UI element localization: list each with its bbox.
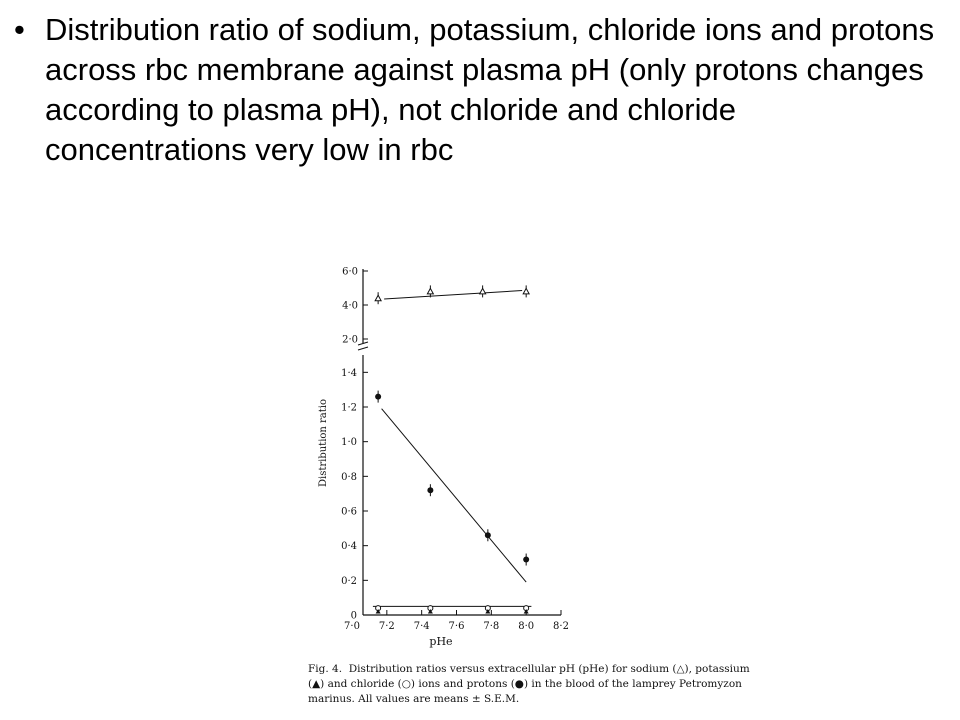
upper-y-tick-label: 4·0 bbox=[342, 300, 358, 312]
upper-panel-axes bbox=[342, 267, 368, 351]
chart-marks bbox=[373, 285, 531, 613]
upper-y-tick-label: 6·0 bbox=[342, 266, 358, 278]
proton-point bbox=[485, 532, 491, 538]
y-axis-label: Distribution ratio bbox=[318, 398, 329, 488]
sodium-point bbox=[375, 295, 381, 301]
sodium-point bbox=[523, 288, 529, 294]
caption-line-2: (▲) and chloride (○) ions and protons (●) in the blood of the lamprey Petromyzon bbox=[308, 678, 742, 690]
lower-y-tick-label: 0·2 bbox=[341, 575, 357, 587]
sodium-point bbox=[427, 288, 433, 294]
lower-y-tick-label: 0·8 bbox=[341, 471, 357, 483]
sodium-point bbox=[480, 288, 486, 294]
lower-y-tick-label: 0 bbox=[350, 610, 357, 622]
x-tick-label: 8·0 bbox=[518, 621, 535, 632]
lower-y-tick-label: 1·2 bbox=[341, 402, 357, 414]
x-axis-label: pHe bbox=[429, 635, 453, 648]
lower-panel-axes bbox=[318, 355, 569, 648]
bullet-symbol: • bbox=[14, 12, 25, 47]
lower-y-tick-label: 1·0 bbox=[341, 437, 357, 449]
proton-fit-line bbox=[382, 409, 527, 582]
axis-break-mark bbox=[358, 347, 368, 350]
proton-point bbox=[523, 557, 529, 563]
x-tick-label: 7·2 bbox=[378, 621, 395, 632]
x-tick-label: 7·4 bbox=[413, 621, 430, 632]
proton-point bbox=[375, 394, 381, 400]
sodium-fit-line bbox=[384, 291, 522, 300]
x-tick-label: 7·8 bbox=[483, 621, 500, 632]
upper-y-tick-label: 2·0 bbox=[342, 334, 358, 346]
figure-caption bbox=[308, 662, 750, 707]
lower-y-tick-label: 0·4 bbox=[341, 541, 357, 553]
lower-y-tick-label: 0·6 bbox=[341, 506, 357, 518]
caption-line-1: Fig. 4. Distribution ratios versus extracellular pH (pHe) for sodium (△), potassium bbox=[308, 663, 750, 675]
x-tick-label: 7·6 bbox=[448, 621, 465, 632]
x-tick-label: 8·2 bbox=[553, 621, 569, 632]
caption-line-3: marinus. All values are means ± S.E.M. bbox=[308, 693, 520, 705]
x-tick-label: 7·0 bbox=[344, 621, 360, 632]
bullet-text: Distribution ratio of sodium, potassium, chloride ions and protons across rbc membrane against plasma pH (only protons changes according to plasma pH), not chloride and chloride concentrations very low in rbc bbox=[45, 12, 935, 167]
lower-y-tick-label: 1·4 bbox=[341, 367, 357, 379]
proton-point bbox=[427, 487, 433, 493]
